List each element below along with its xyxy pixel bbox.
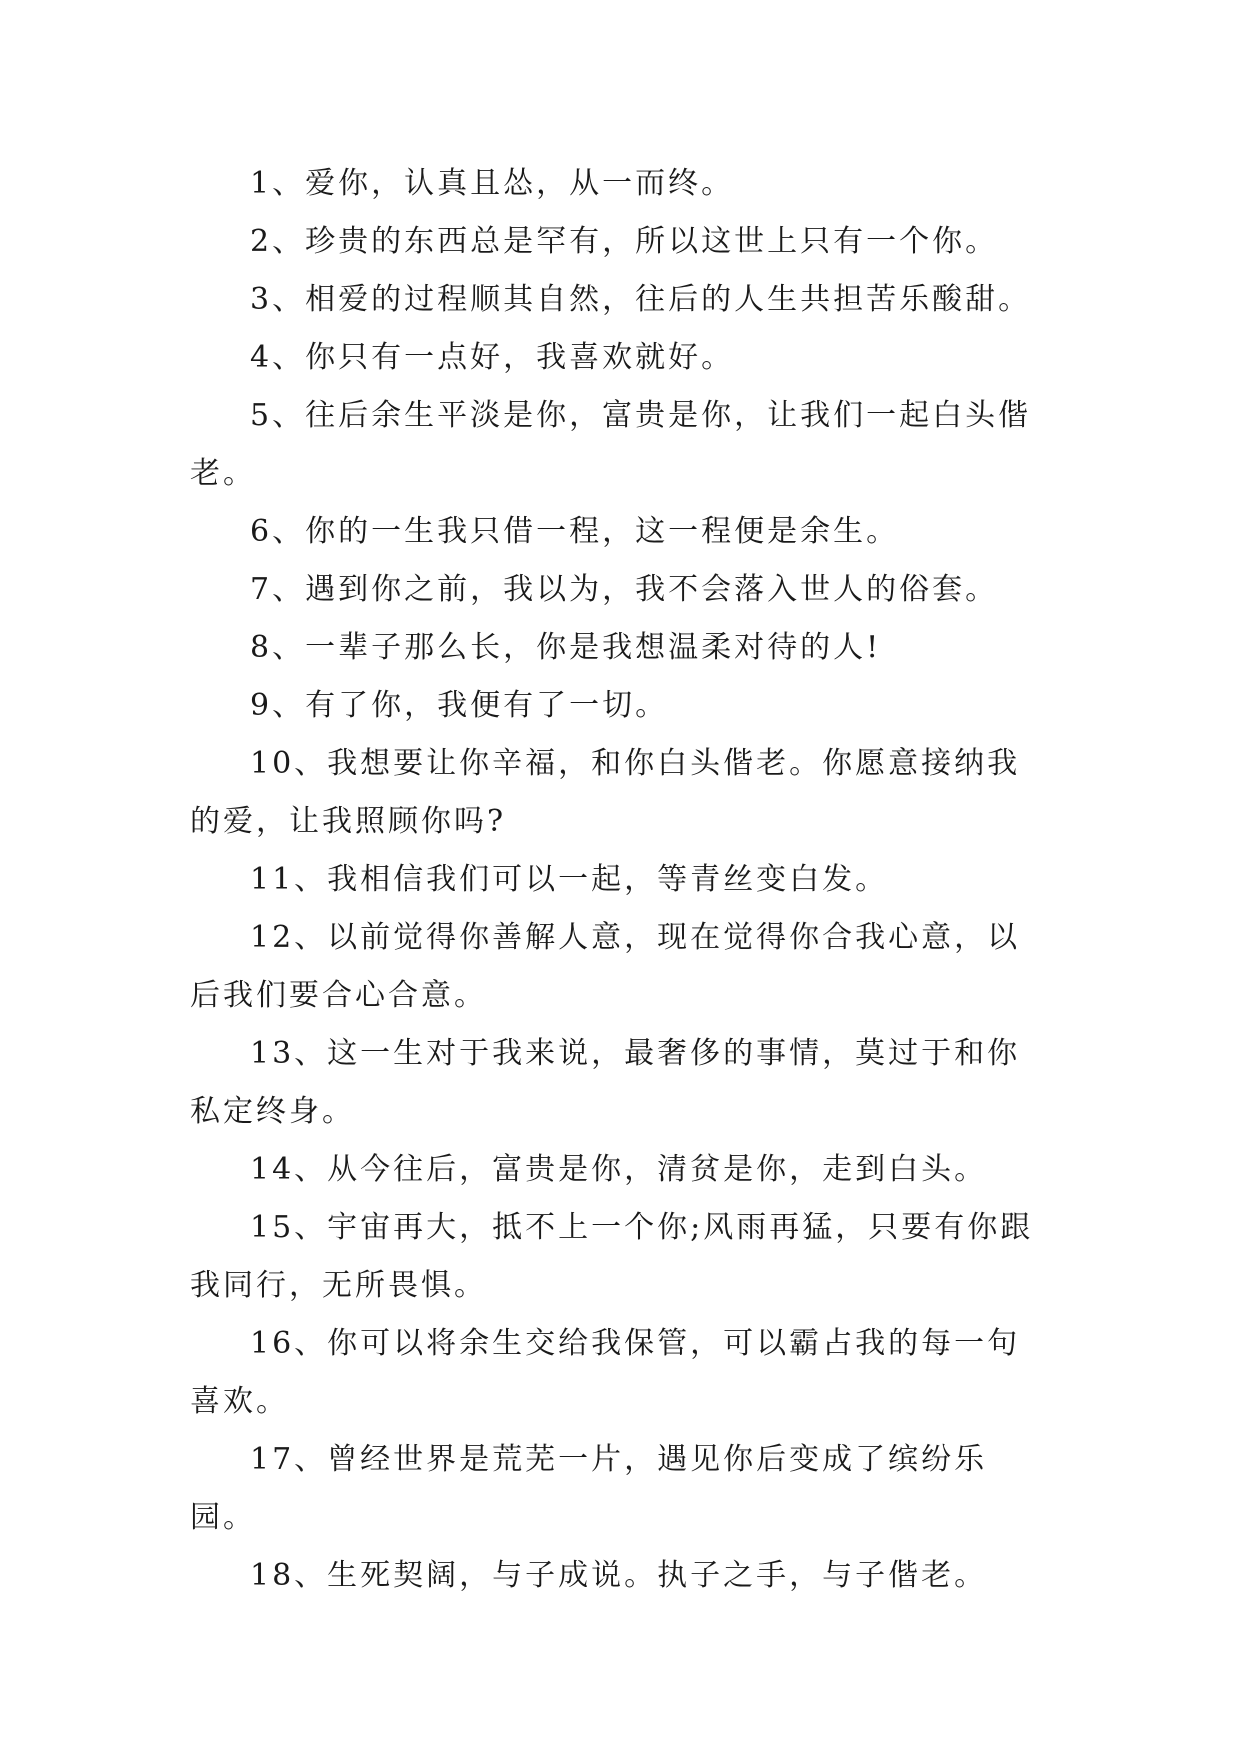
paragraph-6: 6、你的一生我只借一程，这一程便是余生。 [250, 514, 900, 549]
paragraph-2: 2、珍贵的东西总是罕有，所以这世上只有一个你。 [250, 224, 999, 259]
paragraph-17: 17、曾经世界是荒芜一片，遇见你后变成了缤纷乐园。 [190, 1442, 988, 1535]
document-body [190, 155, 1050, 1605]
paragraph-10: 10、我想要让你辛福，和你白头偕老。你愿意接纳我的爱，让我照顾你吗? [190, 746, 1021, 839]
paragraph-16: 16、你可以将余生交给我保管，可以霸占我的每一句喜欢。 [190, 1326, 1021, 1419]
paragraph-7: 7、遇到你之前，我以为，我不会落入世人的俗套。 [250, 572, 999, 607]
paragraph-5: 5、往后余生平淡是你，富贵是你，让我们一起白头偕老。 [190, 398, 1032, 491]
paragraph-3: 3、相爱的过程顺其自然，往后的人生共担苦乐酸甜。 [250, 282, 1032, 317]
paragraph-18: 18、生死契阔，与子成说。执子之手，与子偕老。 [250, 1558, 988, 1593]
paragraph-14: 14、从今往后，富贵是你，清贫是你，走到白头。 [250, 1152, 988, 1187]
paragraph-13: 13、这一生对于我来说，最奢侈的事情，莫过于和你私定终身。 [190, 1036, 1021, 1129]
paragraph-8: 8、一辈子那么长，你是我想温柔对待的人! [250, 630, 882, 665]
paragraph-15: 15、宇宙再大，抵不上一个你;风雨再猛，只要有你跟我同行，无所畏惧。 [190, 1210, 1034, 1303]
paragraph-9: 9、有了你，我便有了一切。 [250, 688, 669, 723]
paragraph-1: 1、爱你，认真且怂，从一而终。 [250, 166, 735, 201]
paragraph-4: 4、你只有一点好，我喜欢就好。 [250, 340, 735, 375]
paragraph-12: 12、以前觉得你善解人意，现在觉得你合我心意，以后我们要合心合意。 [190, 920, 1021, 1013]
paragraph-11: 11、我相信我们可以一起，等青丝变白发。 [250, 862, 889, 897]
